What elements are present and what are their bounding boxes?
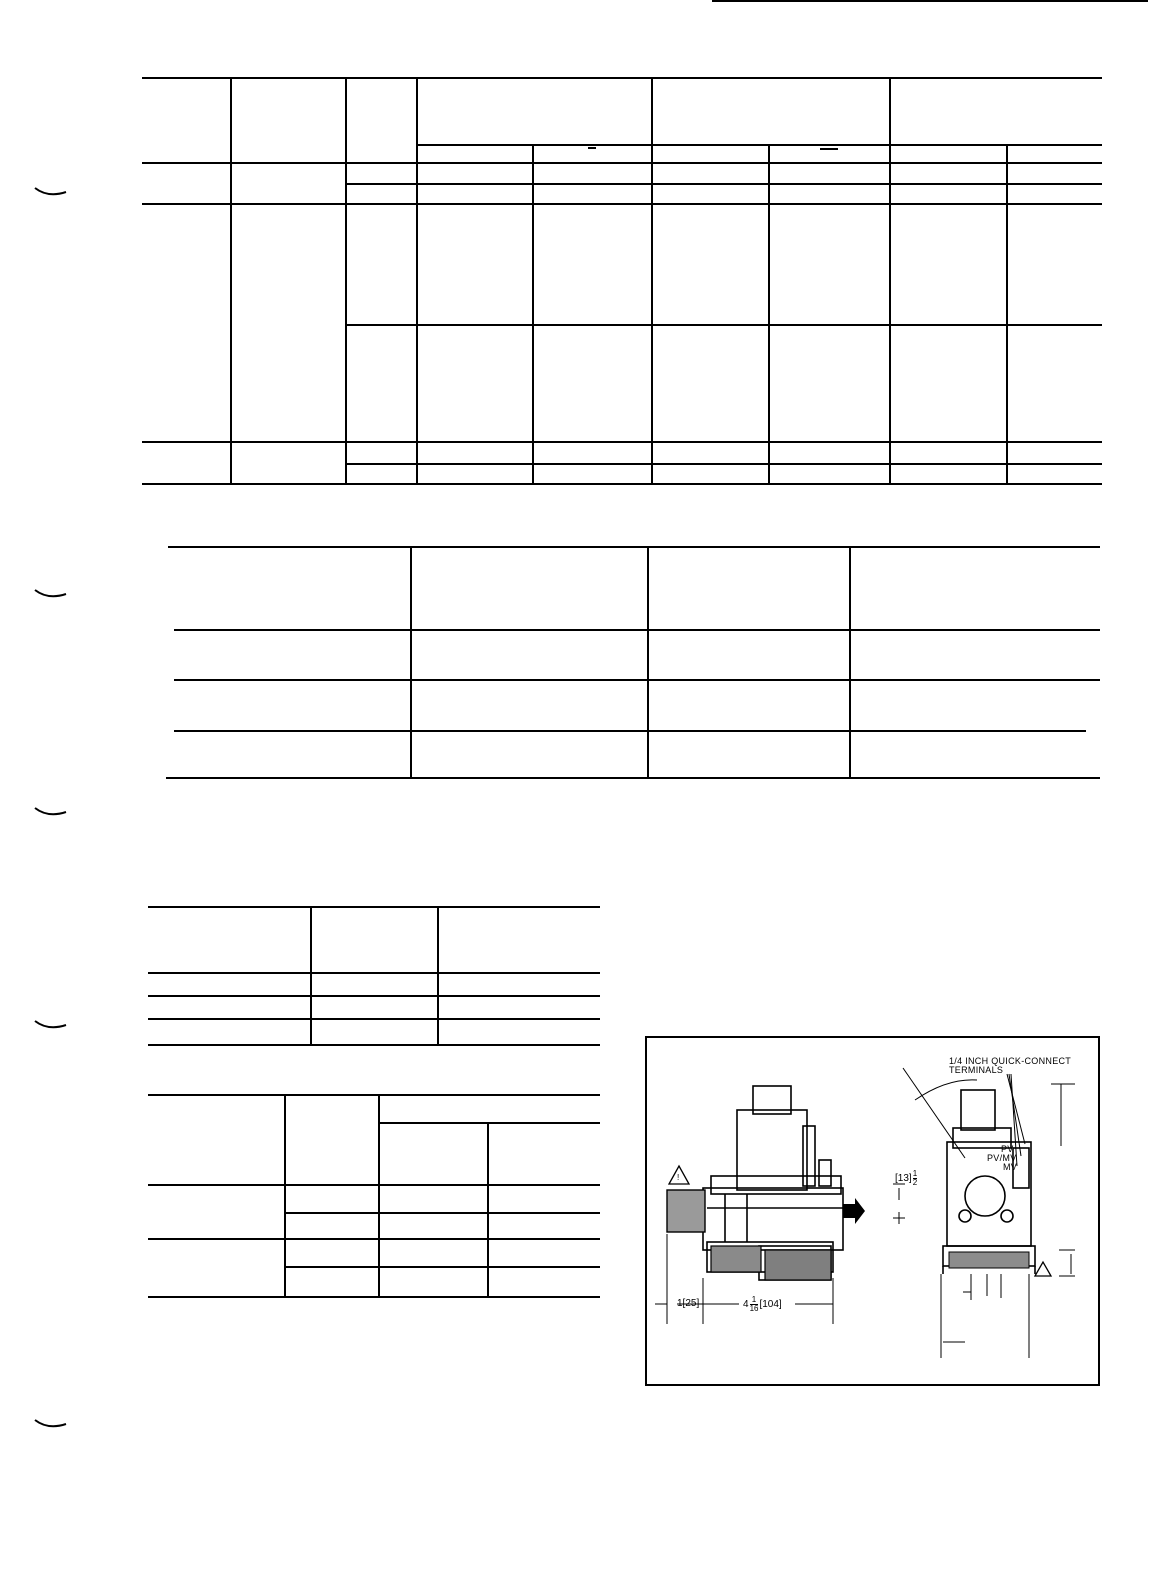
- terminals-label-line2: TERMINALS: [949, 1065, 1004, 1075]
- terminal-mv-label: MV: [1003, 1162, 1018, 1172]
- gas-valve-dimension-figure: [645, 1036, 1100, 1386]
- binder-hole-mark: [34, 1019, 68, 1031]
- dimension-body-length: 4 $\frac{1}{16}$ [104]: [743, 1295, 782, 1313]
- terminals-label-line1: 1/4 INCH QUICK-CONNECT: [949, 1056, 1072, 1066]
- dimension-side-offset: [13] $\frac{1}{2}$: [895, 1169, 918, 1187]
- valve-front-view-drawing: [647, 1038, 1098, 1384]
- binder-hole-mark: [34, 588, 68, 600]
- binder-hole-mark: [34, 1418, 68, 1430]
- binder-hole-mark: [34, 806, 68, 818]
- dimension-inlet-length: 1[25]: [677, 1298, 700, 1309]
- warning-mark: !: [677, 1173, 680, 1182]
- binder-hole-mark: [34, 186, 68, 198]
- terminal-pvmv-label: PV/MV: [987, 1153, 1017, 1163]
- terminal-pv-label: PV: [1001, 1144, 1014, 1154]
- page-top-rule: [712, 0, 1148, 2]
